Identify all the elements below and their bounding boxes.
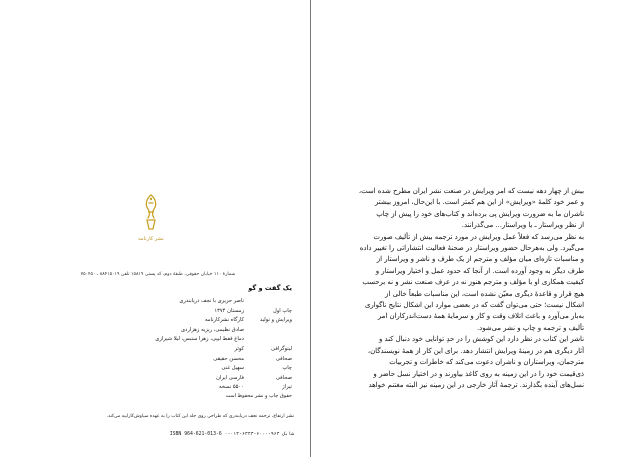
credit-value: ناصر حریری با نجف دریابندری: [179, 298, 244, 304]
credit-label: [244, 335, 292, 345]
credit-label: [244, 326, 292, 336]
credit-value: زمستان ۱۳۷۴: [214, 307, 244, 314]
credit-value: محسن حقیقی: [213, 355, 244, 362]
credit-row: [168, 297, 292, 307]
text-line: هیچ قرار و قاعدهٔ دیگری معیّن نشده است، این مناسبات طبعاً خالی از: [385, 289, 584, 298]
credit-label: لیتوگرافی: [271, 345, 292, 352]
credit-row: [168, 374, 292, 384]
credit-row: [168, 364, 292, 374]
text-line: اشکال نیست؛ حتی می‌توان گفت که در بعضی موارد این اشکال نتایج ناگواری: [364, 301, 584, 310]
isbn-line: شابک ۹۶۴-۶۰۰۰-۶۳۴۳-۰۱۳-۰ ISBN 964-621-013-6: [169, 432, 294, 437]
publisher-note: نشر ارتفاع، ترجمه نجف دریابندری که طراحی روی جلد این کتاب را به عهده سیاوش‌کاراییه می‌کند.: [106, 414, 294, 419]
body-text: [350, 186, 584, 391]
credit-row: [168, 326, 292, 336]
credit-row: [168, 345, 292, 355]
text-line: تألیف و ترجمه و چاپ و نشر می‌شود.: [476, 323, 584, 332]
book-title: یک گفت و گو: [248, 284, 292, 292]
text-line: آثار دیگری هم در زمینهٔ ویرایش انتشار دهد. برای این کار از همهٔ نویسندگان،: [367, 346, 584, 355]
credit-value: سهیل غنی: [221, 365, 244, 372]
credit-label: چاپ: [282, 365, 292, 372]
text-line: کیفیت همکاری او با مؤلف و مترجم هنوز نه در عرف صنعت نشر و نه برحسب: [362, 278, 584, 287]
credit-row: [168, 355, 292, 365]
text-line: به‌بار می‌آورد و باعث اتلاف وقت و کار و سرمایهٔ همهٔ دست‌اندرکاران امر: [377, 312, 584, 321]
credit-value: کوثر: [234, 345, 244, 352]
text-line: طرف دیگر به وجود آورده است. از آنجا که حدود عمل و اختیار ویراستار و: [375, 266, 584, 275]
credit-label: ویرایش و تولید: [259, 317, 292, 324]
text-line: ناشران ما به ضرورت ویرایش پی برده‌اند و کتاب‌های خود را پیش از چاپ: [376, 209, 584, 218]
credit-value: دماغ فقط لیپی، زهرا سنبس، لیلا شیرازی: [155, 336, 244, 343]
credit-label: چاپ اول: [272, 307, 292, 314]
credit-row: [168, 307, 292, 317]
credit-label: صحافی: [275, 355, 292, 362]
text-line: ناشر این کتاب در نظر دارد این کوشش را در حدِ توانایی خود دنبال کند و: [378, 335, 584, 344]
credit-row: [155, 335, 292, 345]
publisher-address: شمارهٔ ۱۱۰ خیابان حقوقی، طبقهٔ دوم، کد پستی ۱۵۸۱۹ تلفن ۸۸۴۱۵۰۱۹ ـ ۷۵۰۴۵۰: [80, 272, 236, 277]
text-line: ذی‌قیمت خود را در این زمینه به روی کاغذ بیاورند و در اختیار نسل حاضر و: [373, 369, 584, 378]
text-line: بیش از چهار دهه نیست که امر ویرایش در صنعت نشر ایران مطرح شده است،: [358, 187, 584, 195]
text-line: مترجمان، ویراستاران و ناشران دعوت می‌کند که خاطرات و تجربیات: [389, 358, 584, 367]
credit-row: [168, 316, 292, 326]
text-line: از نظر ویراستار ـ یا ویراستار... می‌گذرانند.: [461, 221, 584, 230]
credit-label: تیراژ: [282, 384, 292, 391]
publisher-emblem-icon: [140, 193, 162, 233]
rights-statement: حقوق چاپ و نشر محفوظ است: [225, 393, 292, 399]
credit-label: [244, 297, 292, 307]
text-line: به نظر می‌رسد که فعلاً عمل ویرایش در مورد ترجمه بیش از تألیف صورت: [373, 232, 584, 241]
text-line: و عمر خود کلمهٔ «ویرایش» از این هم کمتر است. با این‌حال، امروز بیشتر: [374, 198, 584, 207]
credit-label: صحافی: [275, 374, 292, 381]
publisher-logo-caption: نشر کارنامه: [138, 236, 164, 242]
credit-value: فارسی ایران: [216, 374, 244, 381]
text-line: می‌گیرد. ولی به‌هرحال حضور ویراستار در صحنهٔ فعالیت انتشاراتی را تغییر داده: [359, 244, 584, 253]
credit-value: صادق نظیمی، ریزیه زهزاردی: [181, 326, 244, 333]
text-line: و مناسبات تازه‌ای میان مؤلف و مترجم از یک طرف و ناشر و ویراستار از: [376, 255, 584, 264]
text-line: نسل‌های آینده بگذارند. ترجمهٔ آثار خارجی در این زمینه نیز البته مغتنم خواهد: [368, 380, 584, 389]
credits-list: [155, 297, 292, 393]
credit-value: ۵۵۰۰ نسخه: [218, 384, 244, 391]
credit-value: کارگاه نشرکارنامه: [204, 317, 244, 324]
credit-row: [168, 383, 292, 393]
